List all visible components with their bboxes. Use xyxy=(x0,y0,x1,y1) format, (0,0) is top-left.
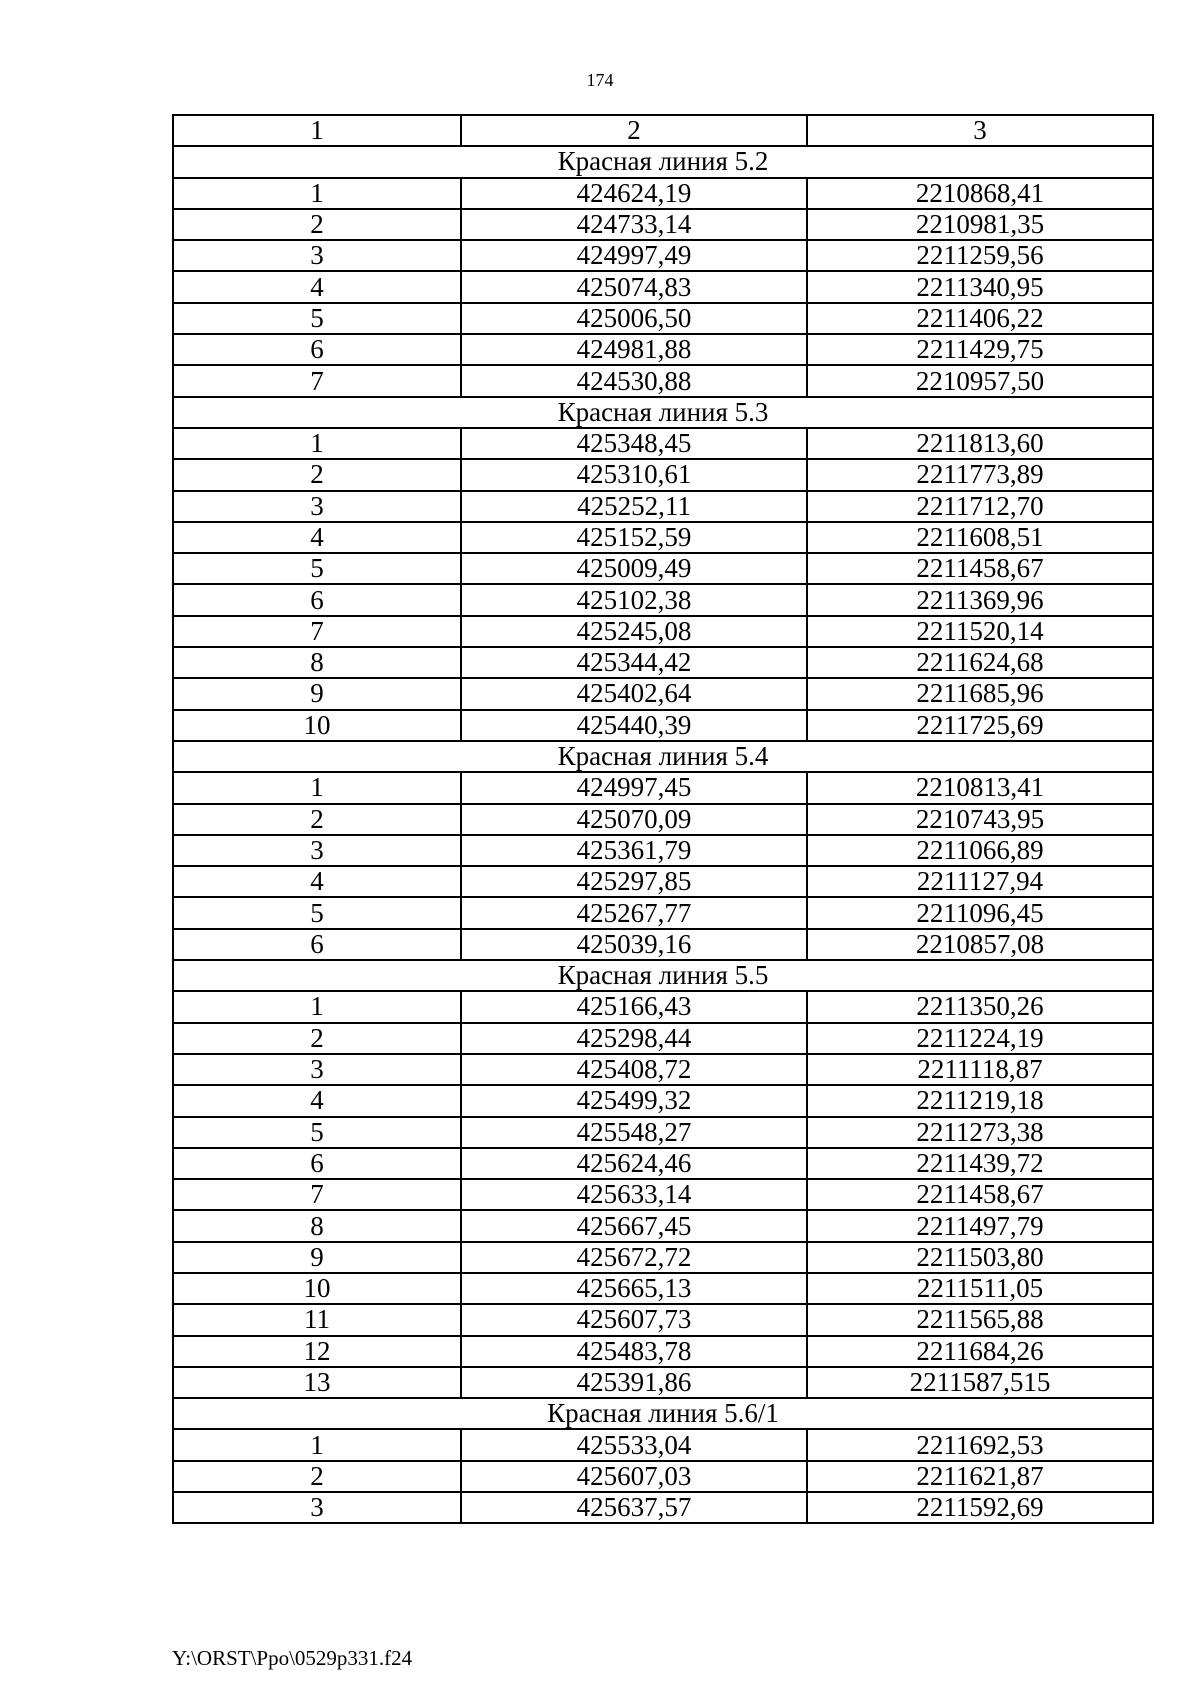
x-coordinate-cell: 425665,13 xyxy=(461,1273,807,1304)
point-number-cell: 2 xyxy=(173,459,461,490)
x-coordinate-cell: 425483,78 xyxy=(461,1336,807,1367)
table-row xyxy=(173,365,1153,396)
point-number-cell: 1 xyxy=(173,772,461,803)
x-coordinate-cell: 425624,46 xyxy=(461,1148,807,1179)
table-row xyxy=(173,1054,1153,1085)
y-coordinate-cell: 2211259,56 xyxy=(807,240,1153,271)
x-coordinate-cell: 424624,19 xyxy=(461,178,807,209)
table-row xyxy=(173,1461,1153,1492)
x-coordinate-cell: 425391,86 xyxy=(461,1367,807,1398)
x-coordinate-cell: 425310,61 xyxy=(461,459,807,490)
table-row xyxy=(173,897,1153,928)
header-cell-3: 3 xyxy=(807,115,1153,146)
x-coordinate-cell: 425344,42 xyxy=(461,647,807,678)
table-row xyxy=(173,710,1153,741)
point-number-cell: 12 xyxy=(173,1336,461,1367)
y-coordinate-cell: 2211685,96 xyxy=(807,678,1153,709)
point-number-cell: 1 xyxy=(173,428,461,459)
point-number-cell: 4 xyxy=(173,522,461,553)
table-row xyxy=(173,678,1153,709)
table-row xyxy=(173,866,1153,897)
x-coordinate-cell: 425548,27 xyxy=(461,1117,807,1148)
y-coordinate-cell: 2211608,51 xyxy=(807,522,1153,553)
table-row xyxy=(173,1273,1153,1304)
x-coordinate-cell: 425607,03 xyxy=(461,1461,807,1492)
table-row xyxy=(173,1023,1153,1054)
section-title: Красная линия 5.4 xyxy=(173,741,1153,772)
y-coordinate-cell: 2210957,50 xyxy=(807,365,1153,396)
x-coordinate-cell: 425499,32 xyxy=(461,1085,807,1116)
table-row xyxy=(173,1210,1153,1241)
y-coordinate-cell: 2211224,19 xyxy=(807,1023,1153,1054)
point-number-cell: 7 xyxy=(173,616,461,647)
table-row xyxy=(173,1179,1153,1210)
table-row xyxy=(173,240,1153,271)
y-coordinate-cell: 2211458,67 xyxy=(807,1179,1153,1210)
point-number-cell: 2 xyxy=(173,804,461,835)
table-row xyxy=(173,1492,1153,1523)
table-row xyxy=(173,772,1153,803)
y-coordinate-cell: 2211273,38 xyxy=(807,1117,1153,1148)
y-coordinate-cell: 2211813,60 xyxy=(807,428,1153,459)
table-row xyxy=(173,1085,1153,1116)
point-number-cell: 5 xyxy=(173,553,461,584)
table-row xyxy=(173,1304,1153,1335)
table-row xyxy=(173,1336,1153,1367)
y-coordinate-cell: 2211773,89 xyxy=(807,459,1153,490)
x-coordinate-cell: 425533,04 xyxy=(461,1429,807,1460)
point-number-cell: 6 xyxy=(173,1148,461,1179)
x-coordinate-cell: 425252,11 xyxy=(461,491,807,522)
y-coordinate-cell: 2211439,72 xyxy=(807,1148,1153,1179)
table-row xyxy=(173,522,1153,553)
page-number: 174 xyxy=(586,70,614,90)
point-number-cell: 3 xyxy=(173,835,461,866)
x-coordinate-cell: 425074,83 xyxy=(461,271,807,302)
section-title-row xyxy=(173,146,1153,177)
x-coordinate-cell: 424733,14 xyxy=(461,209,807,240)
y-coordinate-cell: 2210813,41 xyxy=(807,772,1153,803)
y-coordinate-cell: 2211692,53 xyxy=(807,1429,1153,1460)
section-title: Красная линия 5.6/1 xyxy=(173,1398,1153,1429)
y-coordinate-cell: 2211565,88 xyxy=(807,1304,1153,1335)
point-number-cell: 10 xyxy=(173,710,461,741)
table-row xyxy=(173,209,1153,240)
table-row xyxy=(173,1148,1153,1179)
table-row xyxy=(173,647,1153,678)
point-number-cell: 6 xyxy=(173,334,461,365)
y-coordinate-cell: 2211684,26 xyxy=(807,1336,1153,1367)
x-coordinate-cell: 425298,44 xyxy=(461,1023,807,1054)
x-coordinate-cell: 425297,85 xyxy=(461,866,807,897)
y-coordinate-cell: 2210743,95 xyxy=(807,804,1153,835)
x-coordinate-cell: 425152,59 xyxy=(461,522,807,553)
y-coordinate-cell: 2211369,96 xyxy=(807,584,1153,615)
table-row xyxy=(173,303,1153,334)
point-number-cell: 3 xyxy=(173,1492,461,1523)
table-row xyxy=(173,929,1153,960)
table-row xyxy=(173,334,1153,365)
point-number-cell: 8 xyxy=(173,647,461,678)
point-number-cell: 2 xyxy=(173,1461,461,1492)
point-number-cell: 2 xyxy=(173,1023,461,1054)
point-number-cell: 8 xyxy=(173,1210,461,1241)
x-coordinate-cell: 424530,88 xyxy=(461,365,807,396)
x-coordinate-cell: 425039,16 xyxy=(461,929,807,960)
section-title: Красная линия 5.2 xyxy=(173,146,1153,177)
section-title-row xyxy=(173,397,1153,428)
x-coordinate-cell: 425348,45 xyxy=(461,428,807,459)
x-coordinate-cell: 424997,45 xyxy=(461,772,807,803)
y-coordinate-cell: 2211127,94 xyxy=(807,866,1153,897)
header-row xyxy=(173,115,1153,146)
x-coordinate-cell: 425667,45 xyxy=(461,1210,807,1241)
y-coordinate-cell: 2211350,26 xyxy=(807,991,1153,1022)
coordinates-table xyxy=(172,114,1154,1524)
y-coordinate-cell: 2211497,79 xyxy=(807,1210,1153,1241)
x-coordinate-cell: 425361,79 xyxy=(461,835,807,866)
table-row xyxy=(173,804,1153,835)
x-coordinate-cell: 424997,49 xyxy=(461,240,807,271)
section-title: Красная линия 5.5 xyxy=(173,960,1153,991)
point-number-cell: 4 xyxy=(173,866,461,897)
y-coordinate-cell: 2210857,08 xyxy=(807,929,1153,960)
point-number-cell: 6 xyxy=(173,929,461,960)
point-number-cell: 9 xyxy=(173,678,461,709)
point-number-cell: 3 xyxy=(173,1054,461,1085)
y-coordinate-cell: 2211624,68 xyxy=(807,647,1153,678)
point-number-cell: 9 xyxy=(173,1242,461,1273)
point-number-cell: 6 xyxy=(173,584,461,615)
x-coordinate-cell: 425633,14 xyxy=(461,1179,807,1210)
y-coordinate-cell: 2211118,87 xyxy=(807,1054,1153,1085)
x-coordinate-cell: 425070,09 xyxy=(461,804,807,835)
point-number-cell: 5 xyxy=(173,303,461,334)
point-number-cell: 13 xyxy=(173,1367,461,1398)
y-coordinate-cell: 2211587,515 xyxy=(807,1367,1153,1398)
x-coordinate-cell: 425402,64 xyxy=(461,678,807,709)
section-title-row xyxy=(173,960,1153,991)
point-number-cell: 4 xyxy=(173,1085,461,1116)
footer-file-path: Y:\ORST\Ppo\0529p331.f24 xyxy=(172,1646,413,1670)
table-row xyxy=(173,428,1153,459)
table-row xyxy=(173,1429,1153,1460)
table-row xyxy=(173,835,1153,866)
x-coordinate-cell: 425440,39 xyxy=(461,710,807,741)
y-coordinate-cell: 2211725,69 xyxy=(807,710,1153,741)
table-row xyxy=(173,616,1153,647)
y-coordinate-cell: 2211503,80 xyxy=(807,1242,1153,1273)
y-coordinate-cell: 2210981,35 xyxy=(807,209,1153,240)
section-title: Красная линия 5.3 xyxy=(173,397,1153,428)
table-row xyxy=(173,491,1153,522)
y-coordinate-cell: 2211511,05 xyxy=(807,1273,1153,1304)
x-coordinate-cell: 425267,77 xyxy=(461,897,807,928)
x-coordinate-cell: 425009,49 xyxy=(461,553,807,584)
point-number-cell: 5 xyxy=(173,897,461,928)
table-row xyxy=(173,1367,1153,1398)
x-coordinate-cell: 425245,08 xyxy=(461,616,807,647)
point-number-cell: 7 xyxy=(173,1179,461,1210)
y-coordinate-cell: 2211520,14 xyxy=(807,616,1153,647)
y-coordinate-cell: 2211621,87 xyxy=(807,1461,1153,1492)
table-row xyxy=(173,1117,1153,1148)
point-number-cell: 1 xyxy=(173,991,461,1022)
y-coordinate-cell: 2210868,41 xyxy=(807,178,1153,209)
x-coordinate-cell: 425166,43 xyxy=(461,991,807,1022)
point-number-cell: 4 xyxy=(173,271,461,302)
point-number-cell: 3 xyxy=(173,491,461,522)
header-cell-2: 2 xyxy=(461,115,807,146)
y-coordinate-cell: 2211458,67 xyxy=(807,553,1153,584)
point-number-cell: 7 xyxy=(173,365,461,396)
y-coordinate-cell: 2211406,22 xyxy=(807,303,1153,334)
y-coordinate-cell: 2211592,69 xyxy=(807,1492,1153,1523)
y-coordinate-cell: 2211066,89 xyxy=(807,835,1153,866)
header-cell-1: 1 xyxy=(173,115,461,146)
y-coordinate-cell: 2211219,18 xyxy=(807,1085,1153,1116)
table-row xyxy=(173,459,1153,490)
point-number-cell: 3 xyxy=(173,240,461,271)
table-row xyxy=(173,1242,1153,1273)
x-coordinate-cell: 424981,88 xyxy=(461,334,807,365)
section-title-row xyxy=(173,1398,1153,1429)
x-coordinate-cell: 425408,72 xyxy=(461,1054,807,1085)
point-number-cell: 2 xyxy=(173,209,461,240)
table-row xyxy=(173,991,1153,1022)
point-number-cell: 10 xyxy=(173,1273,461,1304)
y-coordinate-cell: 2211712,70 xyxy=(807,491,1153,522)
table-row xyxy=(173,178,1153,209)
point-number-cell: 11 xyxy=(173,1304,461,1335)
section-title-row xyxy=(173,741,1153,772)
y-coordinate-cell: 2211429,75 xyxy=(807,334,1153,365)
x-coordinate-cell: 425672,72 xyxy=(461,1242,807,1273)
x-coordinate-cell: 425006,50 xyxy=(461,303,807,334)
x-coordinate-cell: 425102,38 xyxy=(461,584,807,615)
table-row xyxy=(173,271,1153,302)
point-number-cell: 1 xyxy=(173,178,461,209)
point-number-cell: 5 xyxy=(173,1117,461,1148)
table-row xyxy=(173,553,1153,584)
x-coordinate-cell: 425637,57 xyxy=(461,1492,807,1523)
y-coordinate-cell: 2211340,95 xyxy=(807,271,1153,302)
point-number-cell: 1 xyxy=(173,1429,461,1460)
y-coordinate-cell: 2211096,45 xyxy=(807,897,1153,928)
x-coordinate-cell: 425607,73 xyxy=(461,1304,807,1335)
table-row xyxy=(173,584,1153,615)
